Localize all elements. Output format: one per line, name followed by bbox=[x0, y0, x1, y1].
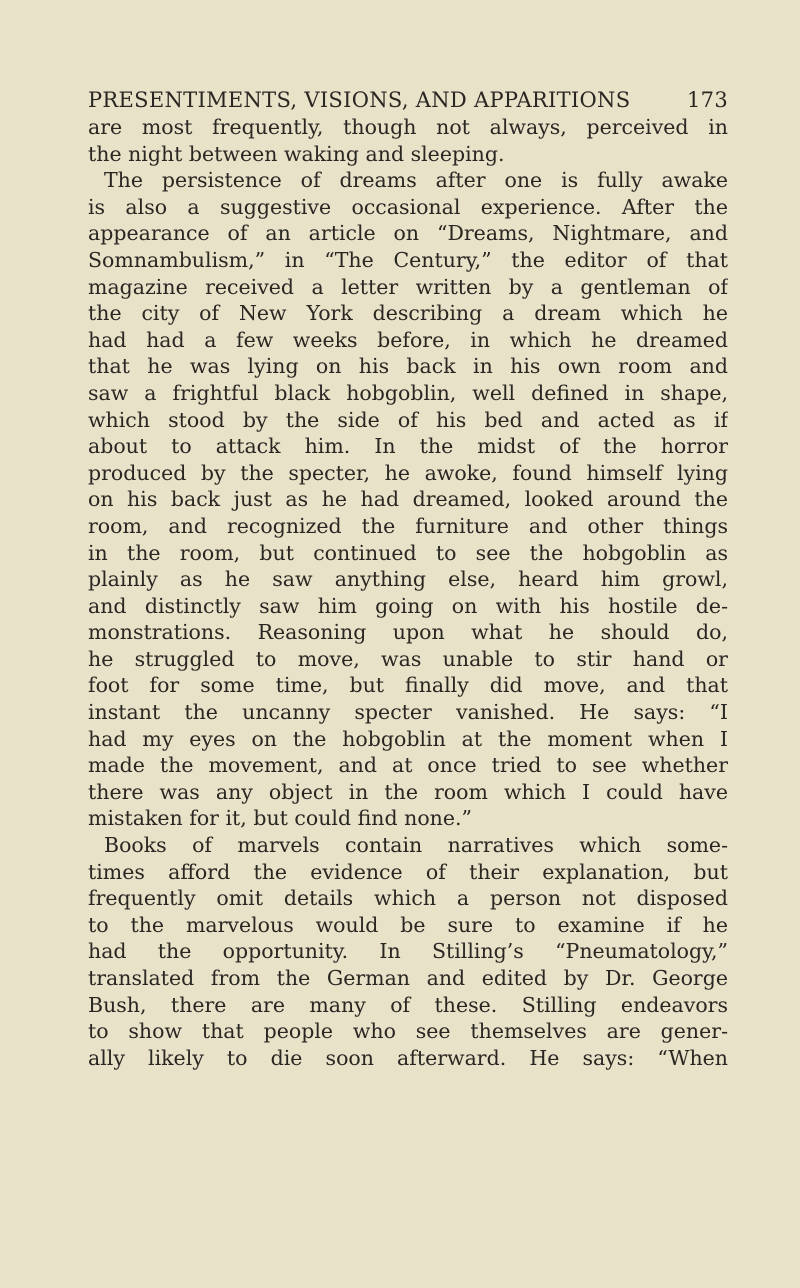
text-line: to show that people who see themselves are gener- bbox=[88, 1019, 728, 1044]
text-line: that he was lying on his back in his own room and bbox=[88, 354, 728, 379]
text-line: appearance of an article on “Dreams, Nightmare, and bbox=[88, 221, 728, 246]
text-line: made the movement, and at once tried to see whether bbox=[88, 753, 728, 778]
text-line: on his back just as he had dreamed, looked around the bbox=[88, 487, 728, 512]
text-line: The persistence of dreams after one is fully awake bbox=[104, 168, 728, 193]
text-line: produced by the specter, he awoke, found himself lying bbox=[88, 460, 728, 485]
text-line: Somnambulism,” in “The Century,” the editor of that bbox=[88, 247, 728, 272]
text-line: in the room, but continued to see the hobgoblin as bbox=[88, 540, 728, 565]
text-line: he struggled to move, was unable to stir hand or bbox=[88, 646, 728, 671]
text-line: and distinctly saw him going on with his hostile de- bbox=[88, 593, 728, 618]
running-head-title: PRESENTIMENTS, VISIONS, AND APPARITIONS bbox=[88, 88, 631, 112]
text-line: there was any object in the room which I could have bbox=[88, 779, 728, 804]
text-line: which stood by the side of his bed and acted as if bbox=[88, 407, 728, 432]
text-line: had the opportunity. In Stilling’s “Pneumatology,” bbox=[88, 939, 728, 964]
text-line: had my eyes on the hobgoblin at the moment when I bbox=[88, 726, 728, 751]
text-line: plainly as he saw anything else, heard him growl, bbox=[88, 567, 728, 592]
text-line: instant the uncanny specter vanished. He says: “I bbox=[88, 700, 728, 725]
text-line: room, and recognized the furniture and other things bbox=[88, 513, 728, 538]
text-line: mistaken for it, but could find none.” bbox=[88, 806, 473, 831]
text-line: is also a suggestive occasional experience. After the bbox=[88, 194, 728, 219]
text-line: are most frequently, though not always, perceived in bbox=[88, 115, 728, 139]
text-line: times afford the evidence of their explanation, but bbox=[88, 859, 728, 884]
text-line: translated from the German and edited by Dr. George bbox=[88, 966, 728, 990]
text-line: monstrations. Reasoning upon what he should do, bbox=[88, 620, 728, 645]
text-line: the city of New York describing a dream which he bbox=[88, 301, 728, 326]
text-line: the night between waking and sleeping. bbox=[88, 141, 505, 166]
text-line: had had a few weeks before, in which he dreamed bbox=[88, 327, 728, 352]
text-line: Bush, there are many of these. Stilling endeavors bbox=[88, 992, 728, 1017]
text-line: to the marvelous would be sure to examine if he bbox=[88, 912, 728, 937]
text-line: frequently omit details which a person not disposed bbox=[88, 886, 728, 911]
page-number: 173 bbox=[687, 88, 728, 112]
text-line: magazine received a letter written by a gentleman of bbox=[88, 274, 728, 299]
body-text bbox=[88, 114, 728, 1071]
text-line: foot for some time, but finally did move, and that bbox=[88, 673, 728, 698]
text-line: about to attack him. In the midst of the horror bbox=[88, 434, 728, 459]
text-line: saw a frightful black hobgoblin, well defined in shape, bbox=[88, 380, 728, 405]
text-line: ally likely to die soon afterward. He says: “When bbox=[88, 1045, 728, 1070]
text-line: Books of marvels contain narratives which some- bbox=[104, 833, 728, 858]
